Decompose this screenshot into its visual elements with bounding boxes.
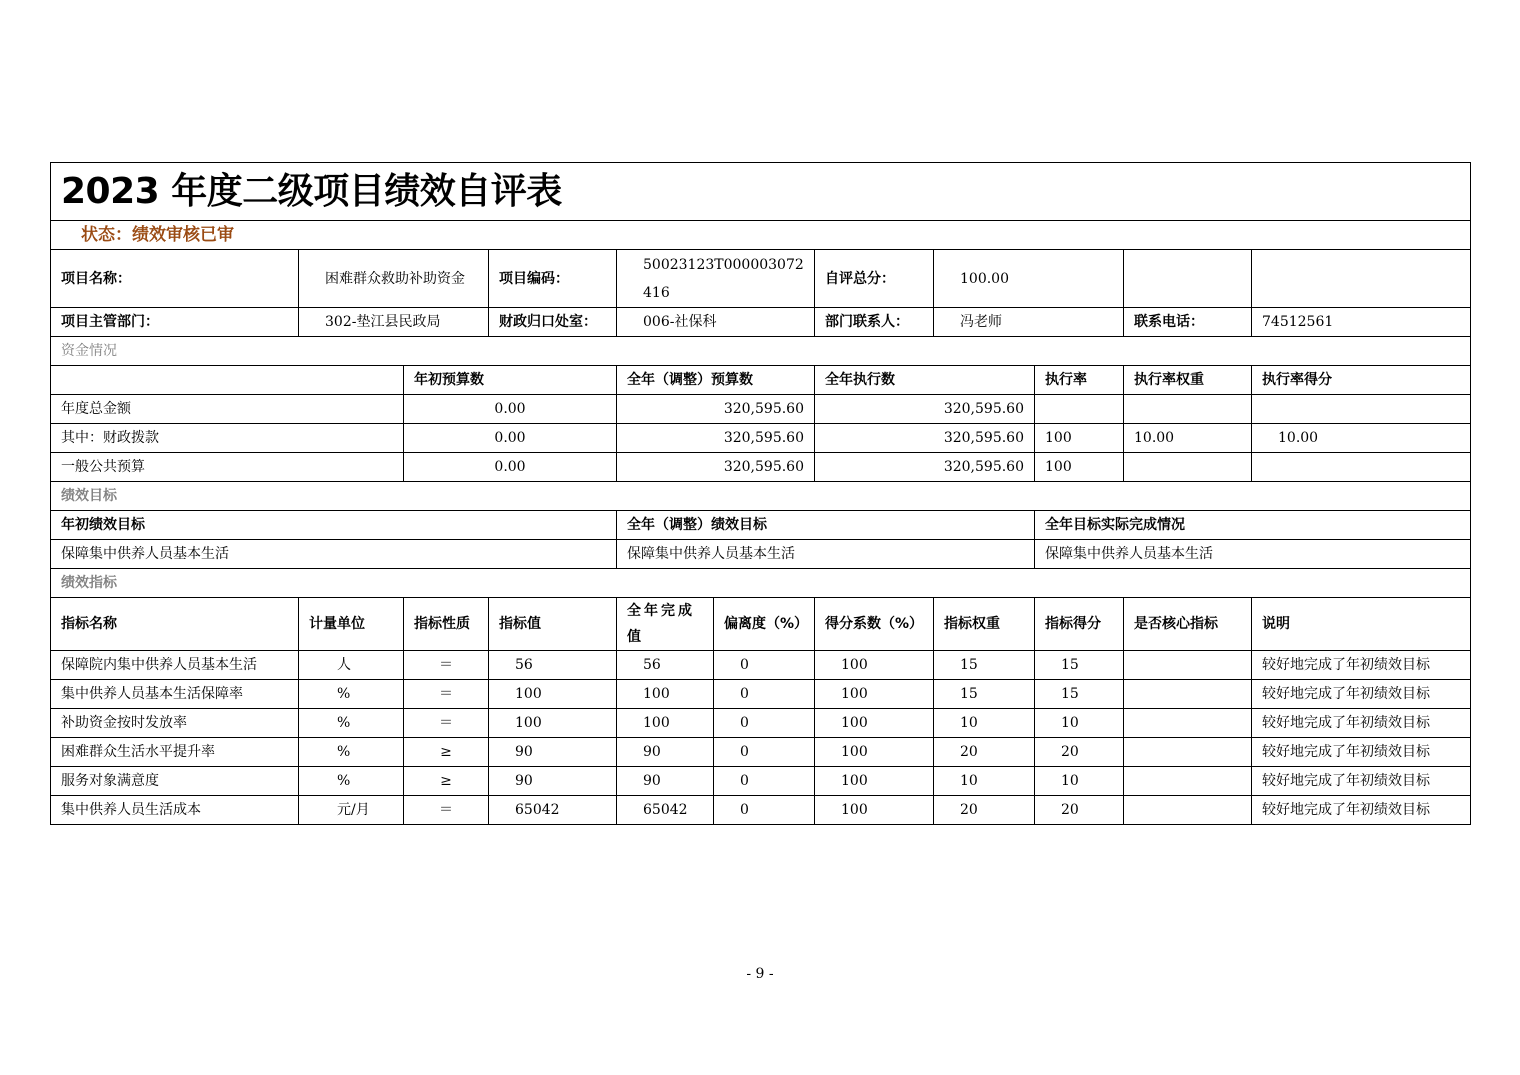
funds-row <box>51 424 1471 453</box>
indicator-actual: 100 <box>617 680 714 709</box>
indicator-coef: 100 <box>815 651 934 680</box>
table-row <box>51 651 1471 680</box>
indicator-value: 90 <box>489 738 617 767</box>
evaluation-table <box>50 162 1471 825</box>
phone-label: 联系电话： <box>1124 308 1252 337</box>
indicator-deviation: 0 <box>714 796 815 825</box>
ind-header-nature: 指标性质 <box>404 598 489 651</box>
funds-row-rate: 100 <box>1035 424 1124 453</box>
goals-adjusted-header: 全年（调整）绩效目标 <box>617 511 1035 540</box>
table-row <box>51 796 1471 825</box>
indicator-score: 20 <box>1035 738 1124 767</box>
indicator-deviation: 0 <box>714 680 815 709</box>
indicator-weight: 20 <box>934 796 1035 825</box>
funds-row-adjusted: 320,595.60 <box>617 424 815 453</box>
funds-row-score <box>1252 453 1471 482</box>
ind-header-coef: 得分系数（%） <box>815 598 934 651</box>
indicator-unit: % <box>299 738 404 767</box>
funds-row <box>51 395 1471 424</box>
indicator-weight: 15 <box>934 651 1035 680</box>
table-row <box>51 738 1471 767</box>
indicator-note: 较好地完成了年初绩效目标 <box>1252 680 1471 709</box>
office-label: 财政归口处室： <box>489 308 617 337</box>
empty-cell <box>1124 250 1252 308</box>
funds-row-rate <box>1035 395 1124 424</box>
evaluation-sheet <box>50 162 1470 825</box>
funds-header-initial: 年初预算数 <box>404 366 617 395</box>
funds-row-weight <box>1124 453 1252 482</box>
indicator-score: 10 <box>1035 767 1124 796</box>
indicator-weight: 15 <box>934 680 1035 709</box>
self-score-label: 自评总分： <box>815 250 934 308</box>
table-row <box>51 709 1471 738</box>
ind-header-core: 是否核心指标 <box>1124 598 1252 651</box>
indicator-actual: 56 <box>617 651 714 680</box>
indicator-value: 90 <box>489 767 617 796</box>
indicator-coef: 100 <box>815 738 934 767</box>
funds-row-initial: 0.00 <box>404 424 617 453</box>
indicator-value: 65042 <box>489 796 617 825</box>
ind-header-score: 指标得分 <box>1035 598 1124 651</box>
indicator-unit: % <box>299 680 404 709</box>
indicator-score: 15 <box>1035 680 1124 709</box>
contact-label: 部门联系人： <box>815 308 934 337</box>
indicator-name: 困难群众生活水平提升率 <box>51 738 299 767</box>
indicator-nature: ＝ <box>404 796 489 825</box>
contact-value: 冯老师 <box>934 308 1124 337</box>
project-name-label: 项目名称： <box>51 250 299 308</box>
indicator-unit: % <box>299 767 404 796</box>
indicator-core <box>1124 709 1252 738</box>
goals-actual-value: 保障集中供养人员基本生活 <box>1035 540 1471 569</box>
funds-row-label: 年度总金额 <box>51 395 404 424</box>
goals-initial-value: 保障集中供养人员基本生活 <box>51 540 617 569</box>
indicator-core <box>1124 680 1252 709</box>
funds-row-weight: 10.00 <box>1124 424 1252 453</box>
funds-header-score: 执行率得分 <box>1252 366 1471 395</box>
indicator-score: 20 <box>1035 796 1124 825</box>
indicator-name: 补助资金按时发放率 <box>51 709 299 738</box>
empty-cell <box>1252 250 1471 308</box>
funds-row-label: 其中：财政拨款 <box>51 424 404 453</box>
goals-actual-header: 全年目标实际完成情况 <box>1035 511 1471 540</box>
indicator-actual: 65042 <box>617 796 714 825</box>
ind-header-note: 说明 <box>1252 598 1471 651</box>
project-name-value: 困难群众救助补助资金 <box>299 250 489 308</box>
indicator-name: 集中供养人员基本生活保障率 <box>51 680 299 709</box>
self-score-value: 100.00 <box>934 250 1124 308</box>
table-row <box>51 680 1471 709</box>
funds-row <box>51 453 1471 482</box>
indicator-actual: 90 <box>617 767 714 796</box>
phone-value: 74512561 <box>1252 308 1471 337</box>
indicator-deviation: 0 <box>714 767 815 796</box>
ind-header-value: 指标值 <box>489 598 617 651</box>
indicator-weight: 20 <box>934 738 1035 767</box>
indicator-note: 较好地完成了年初绩效目标 <box>1252 651 1471 680</box>
funds-row-rate: 100 <box>1035 453 1124 482</box>
funds-row-adjusted: 320,595.60 <box>617 453 815 482</box>
dept-value: 302-垫江县民政局 <box>299 308 489 337</box>
funds-row-executed: 320,595.60 <box>815 424 1035 453</box>
table-row <box>51 767 1471 796</box>
ind-header-unit: 计量单位 <box>299 598 404 651</box>
indicators-body <box>51 651 1471 825</box>
funds-row-weight <box>1124 395 1252 424</box>
indicator-score: 15 <box>1035 651 1124 680</box>
funds-header-weight: 执行率权重 <box>1124 366 1252 395</box>
funds-row-executed: 320,595.60 <box>815 453 1035 482</box>
indicator-deviation: 0 <box>714 709 815 738</box>
funds-header-executed: 全年执行数 <box>815 366 1035 395</box>
indicator-note: 较好地完成了年初绩效目标 <box>1252 738 1471 767</box>
indicator-coef: 100 <box>815 767 934 796</box>
indicator-actual: 100 <box>617 709 714 738</box>
indicator-nature: ≥ <box>404 767 489 796</box>
indicator-name: 集中供养人员生活成本 <box>51 796 299 825</box>
funds-row-score <box>1252 395 1471 424</box>
funds-row-score: 10.00 <box>1252 424 1471 453</box>
indicator-unit: 人 <box>299 651 404 680</box>
funds-row-adjusted: 320,595.60 <box>617 395 815 424</box>
indicator-name: 服务对象满意度 <box>51 767 299 796</box>
office-value: 006-社保科 <box>617 308 815 337</box>
project-code-value: 50023123T000003072416 <box>617 250 815 308</box>
indicator-note: 较好地完成了年初绩效目标 <box>1252 796 1471 825</box>
indicator-deviation: 0 <box>714 738 815 767</box>
indicator-deviation: 0 <box>714 651 815 680</box>
ind-header-deviation: 偏离度（%） <box>714 598 815 651</box>
indicator-note: 较好地完成了年初绩效目标 <box>1252 709 1471 738</box>
indicator-nature: ＝ <box>404 709 489 738</box>
dept-label: 项目主管部门： <box>51 308 299 337</box>
indicator-core <box>1124 767 1252 796</box>
indicator-nature: ＝ <box>404 651 489 680</box>
ind-header-name: 指标名称 <box>51 598 299 651</box>
funds-row-label: 一般公共预算 <box>51 453 404 482</box>
indicator-score: 10 <box>1035 709 1124 738</box>
indicators-section-label: 绩效指标 <box>51 569 1471 598</box>
indicator-coef: 100 <box>815 680 934 709</box>
indicator-weight: 10 <box>934 767 1035 796</box>
indicator-unit: 元/月 <box>299 796 404 825</box>
funds-row-initial: 0.00 <box>404 453 617 482</box>
indicator-value: 100 <box>489 709 617 738</box>
indicator-note: 较好地完成了年初绩效目标 <box>1252 767 1471 796</box>
status-badge: 状态：绩效审核已审 <box>51 221 1471 250</box>
ind-header-weight: 指标权重 <box>934 598 1035 651</box>
funds-header-adjusted: 全年（调整）预算数 <box>617 366 815 395</box>
indicator-coef: 100 <box>815 709 934 738</box>
indicator-nature: ≥ <box>404 738 489 767</box>
indicator-value: 100 <box>489 680 617 709</box>
ind-header-actual: 全年完成值 <box>617 598 714 651</box>
indicator-coef: 100 <box>815 796 934 825</box>
project-code-label: 项目编码： <box>489 250 617 308</box>
indicator-core <box>1124 738 1252 767</box>
indicator-actual: 90 <box>617 738 714 767</box>
indicator-name: 保障院内集中供养人员基本生活 <box>51 651 299 680</box>
page-number: - 9 - <box>746 966 774 982</box>
goals-section-label: 绩效目标 <box>51 482 1471 511</box>
indicator-value: 56 <box>489 651 617 680</box>
funds-header-rate: 执行率 <box>1035 366 1124 395</box>
funds-row-initial: 0.00 <box>404 395 617 424</box>
indicator-nature: ＝ <box>404 680 489 709</box>
indicator-core <box>1124 651 1252 680</box>
goals-initial-header: 年初绩效目标 <box>51 511 617 540</box>
funds-header-blank <box>51 366 404 395</box>
goals-adjusted-value: 保障集中供养人员基本生活 <box>617 540 1035 569</box>
funds-row-executed: 320,595.60 <box>815 395 1035 424</box>
funds-section-label: 资金情况 <box>51 337 1471 366</box>
indicator-unit: % <box>299 709 404 738</box>
indicator-core <box>1124 796 1252 825</box>
indicator-weight: 10 <box>934 709 1035 738</box>
page-title: 2023 年度二级项目绩效自评表 <box>51 163 1471 221</box>
